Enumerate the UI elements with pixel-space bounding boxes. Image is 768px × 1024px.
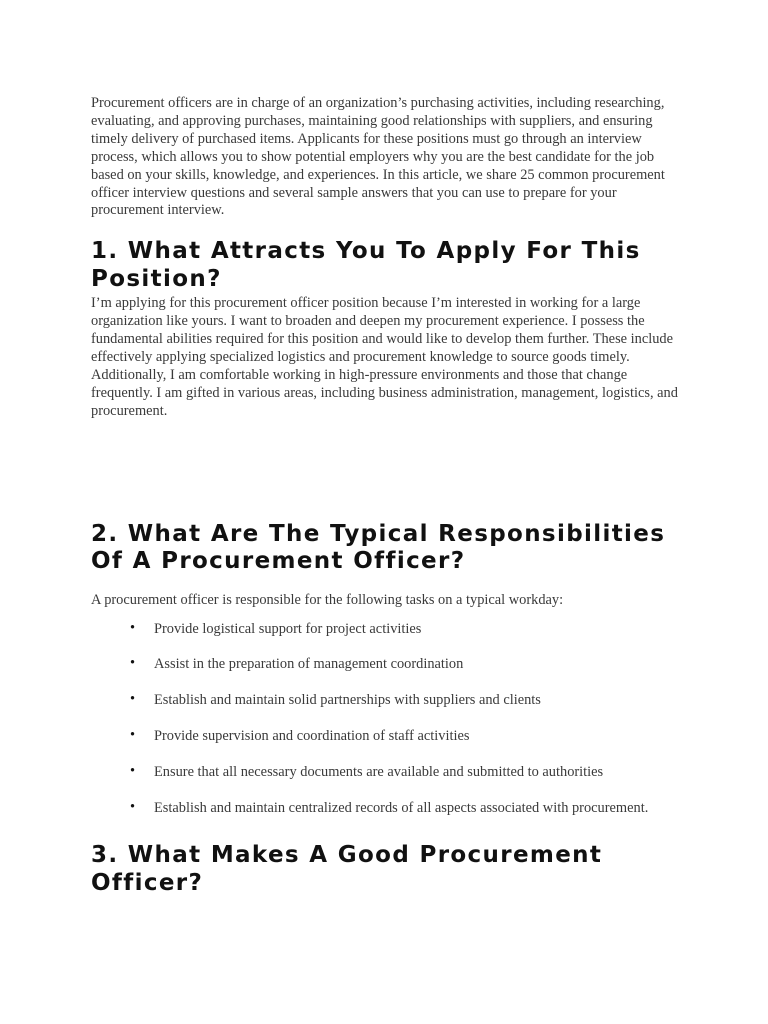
section-2-intro: A procurement officer is responsible for the following tasks on a typical workday: (91, 591, 564, 608)
bullet-icon: • (130, 691, 136, 708)
section-2-heading: 2. What Are The Typical Responsibilities Of A Procurement Officer? (91, 520, 666, 575)
section-3-heading: 3. What Makes A Good Procurement Officer? (91, 842, 603, 896)
list-item-text: Assist in the preparation of management coordination (154, 656, 464, 673)
list-item (91, 763, 681, 799)
bullet-icon: • (130, 798, 136, 815)
list-item (91, 655, 681, 691)
bullet-icon: • (130, 726, 136, 743)
bullet-icon: • (130, 619, 136, 636)
list-item-text: Provide supervision and coordination of staff activities (154, 727, 470, 744)
list-item-text: Establish and maintain centralized records of all aspects associated with procurement. (154, 799, 649, 816)
section-1-answer: I’m applying for this procurement officer position because I’m interested in working for a large organization like yours. I want to broaden and deepen my procurement experience. I possess the fundamental abilities required for this position and would like to develop them further. These include effectively applying specialized logistics and procurement knowledge to source goods timely. Additionally, I am comfortable working in high-pressure environments and those that change frequently. I am gifted in various areas, including business administration, management, logistics, and procurement. (91, 295, 678, 419)
bullet-icon: • (130, 655, 136, 672)
intro-paragraph: Procurement officers are in charge of an organization’s purchasing activities, including researching, evaluating, and approving purchases, maintaining good relationships with suppliers, and ensuring timely delivery of purchased items. Applicants for these positions must go through an interview process, which allows you to show potential employers why you are the best candidate for the job based on your skills, knowledge, and experiences. In this article, we share 25 common procurement officer interview questions and several sample answers that you can use to prepare for your procurement interview. (91, 95, 665, 219)
list-item-text: Ensure that all necessary documents are available and submitted to authorities (154, 763, 604, 780)
section-1-heading: 1. What Attracts You To Apply For This Position? (91, 238, 641, 292)
document-page (91, 95, 681, 897)
responsibilities-list (91, 620, 681, 835)
list-item-text: Establish and maintain solid partnerships with suppliers and clients (154, 692, 541, 709)
list-item (91, 727, 681, 763)
list-item (91, 691, 681, 727)
bullet-icon: • (130, 762, 136, 779)
list-item (91, 799, 681, 835)
list-item-text: Provide logistical support for project activities (154, 620, 422, 637)
list-item (91, 620, 681, 656)
